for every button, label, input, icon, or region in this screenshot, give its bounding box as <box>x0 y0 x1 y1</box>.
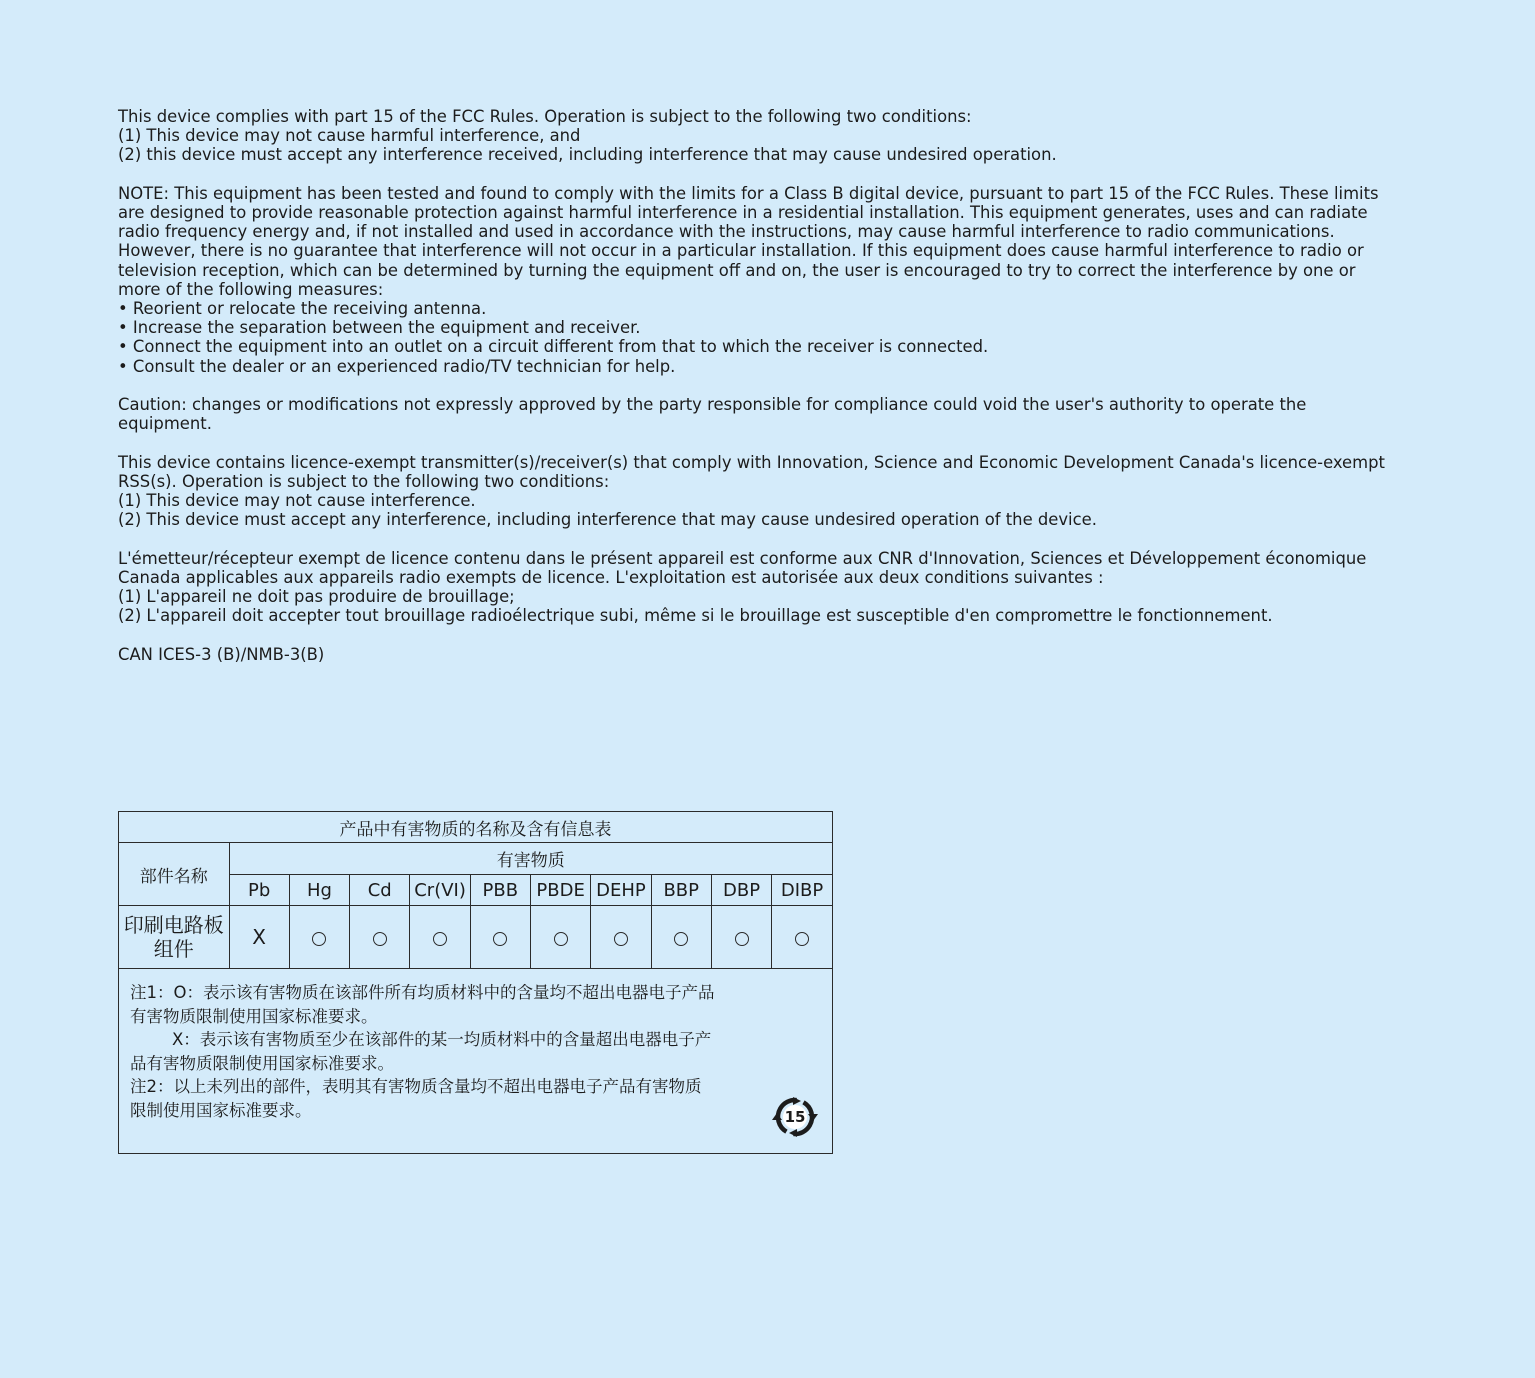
circle-mark <box>674 932 688 946</box>
table-notes <box>119 969 832 1122</box>
measure-item: • Consult the dealer or an experienced radio/TV technician for help. <box>118 356 676 376</box>
measure-item: • Connect the equipment into an outlet on a circuit different from that to which the receiver is connected. <box>118 337 989 357</box>
ices-label: CAN ICES-3 (B)/NMB-3(B) <box>118 644 325 664</box>
text-line: Caution: changes or modifications not expressly approved by the party responsible for compliance could void the user's authority to operate the <box>118 395 1307 415</box>
value-cell <box>289 906 349 969</box>
note-line: 限制使用国家标准要求。 <box>130 1100 312 1120</box>
substance-column-header: PBDE <box>530 875 590 906</box>
text-line: (1) This device may not cause interference. <box>118 491 476 511</box>
ices-paragraph <box>118 645 1418 664</box>
fcc-note-paragraph <box>118 184 1418 376</box>
value-cell <box>530 906 590 969</box>
ised-english-paragraph <box>118 453 1418 530</box>
text-line: (1) L'appareil ne doit pas produire de brouillage; <box>118 587 515 607</box>
circle-mark <box>554 932 568 946</box>
substance-header: 有害物质 <box>229 843 832 875</box>
table-row <box>119 906 832 969</box>
part-name-line: 组件 <box>153 937 194 961</box>
substance-column-header: Cr(VI) <box>410 875 470 906</box>
text-line: radio frequency energy and, if not installed and used in accordance with the instructions, may cause harmful interference to radio communications. <box>118 222 1335 242</box>
value-cell <box>350 906 410 969</box>
text-line: RSS(s). Operation is subject to the following two conditions: <box>118 471 610 491</box>
ised-french-paragraph <box>118 549 1418 626</box>
note-line: 有害物质限制使用国家标准要求。 <box>130 1006 378 1026</box>
table-title: 产品中有害物质的名称及含有信息表 <box>119 812 832 843</box>
value-cell <box>591 906 651 969</box>
circle-mark <box>795 932 809 946</box>
substance-column-header: BBP <box>651 875 711 906</box>
epup-years: 15 <box>784 1108 806 1126</box>
fcc-conditions-paragraph <box>118 107 1418 165</box>
text-line: NOTE: This equipment has been tested and found to comply with the limits for a Class B digital device, pursuant to part 15 of the FCC Rules. These limits <box>118 183 1379 203</box>
substance-column-header: DEHP <box>591 875 651 906</box>
hazardous-substance-table <box>119 812 832 969</box>
value-cell <box>470 906 530 969</box>
text-line: (2) L'appareil doit accepter tout brouillage radioélectrique subi, même si le brouillage est susceptible d'en compromettre le fonctionnement. <box>118 606 1273 626</box>
rohs-table-box <box>118 811 833 1154</box>
substance-column-header: Hg <box>289 875 349 906</box>
circle-mark <box>373 932 387 946</box>
value-cell <box>711 906 771 969</box>
text-line: This device complies with part 15 of the FCC Rules. Operation is subject to the following two conditions: <box>118 107 972 126</box>
circle-mark <box>614 932 628 946</box>
circle-mark <box>735 932 749 946</box>
value-cell <box>651 906 711 969</box>
note-line: 注1：O：表示该有害物质在该部件所有均质材料中的含量均不超出电器电子产品 <box>130 983 715 1002</box>
text-line: (2) This device must accept any interference, including interference that may cause undesired operation of the device. <box>118 510 1097 530</box>
fcc-caution-paragraph <box>118 395 1418 433</box>
epup-recycle-icon <box>771 1093 819 1141</box>
substance-column-header: DIBP <box>772 875 832 906</box>
text-line: This device contains licence-exempt transmitter(s)/receiver(s) that comply with Innovation, Science and Economic Development Canada's licence-exempt <box>118 452 1385 472</box>
text-line: television reception, which can be determined by turning the equipment off and on, the user is encouraged to try to correct the interference by one or <box>118 260 1356 280</box>
part-name-cell <box>119 906 229 969</box>
circle-mark <box>312 932 326 946</box>
substance-column-header: Pb <box>229 875 289 906</box>
circle-mark <box>433 932 447 946</box>
value-cell <box>410 906 470 969</box>
substance-column-header: PBB <box>470 875 530 906</box>
circle-mark <box>493 932 507 946</box>
measure-item: • Reorient or relocate the receiving antenna. <box>118 299 487 319</box>
note-line: 注2：以上未列出的部件，表明其有害物质含量均不超出电器电子产品有害物质 <box>130 1077 702 1096</box>
part-name-header: 部件名称 <box>119 843 229 906</box>
note-line: X：表示该有害物质至少在该部件的某一均质材料中的含量超出电器电子产 <box>172 1030 712 1049</box>
part-name-line: 印刷电路板 <box>123 913 224 937</box>
compliance-text <box>118 107 1418 683</box>
measure-item: • Increase the separation between the equipment and receiver. <box>118 318 641 338</box>
substance-column-header: DBP <box>711 875 771 906</box>
substance-column-header: Cd <box>350 875 410 906</box>
text-line: L'émetteur/récepteur exempt de licence contenu dans le présent appareil est conforme aux CNR d'Innovation, Sciences et Développement économique <box>118 548 1367 568</box>
text-line: (2) this device must accept any interference received, including interference that may cause undesired operation. <box>118 145 1057 165</box>
text-line: Canada applicables aux appareils radio exempts de licence. L'exploitation est autorisée aux deux conditions suivantes : <box>118 567 1104 587</box>
value-cell: X <box>229 906 289 969</box>
text-line: more of the following measures: <box>118 279 384 299</box>
text-line: However, there is no guarantee that interference will not occur in a particular installation. If this equipment does cause harmful interference to radio or <box>118 241 1364 261</box>
text-line: equipment. <box>118 414 212 434</box>
text-line: (1) This device may not cause harmful interference, and <box>118 126 581 146</box>
note-line: 品有害物质限制使用国家标准要求。 <box>130 1053 394 1073</box>
value-cell <box>772 906 832 969</box>
text-line: are designed to provide reasonable protection against harmful interference in a residential installation. This equipment generates, uses and can radiate <box>118 203 1368 222</box>
